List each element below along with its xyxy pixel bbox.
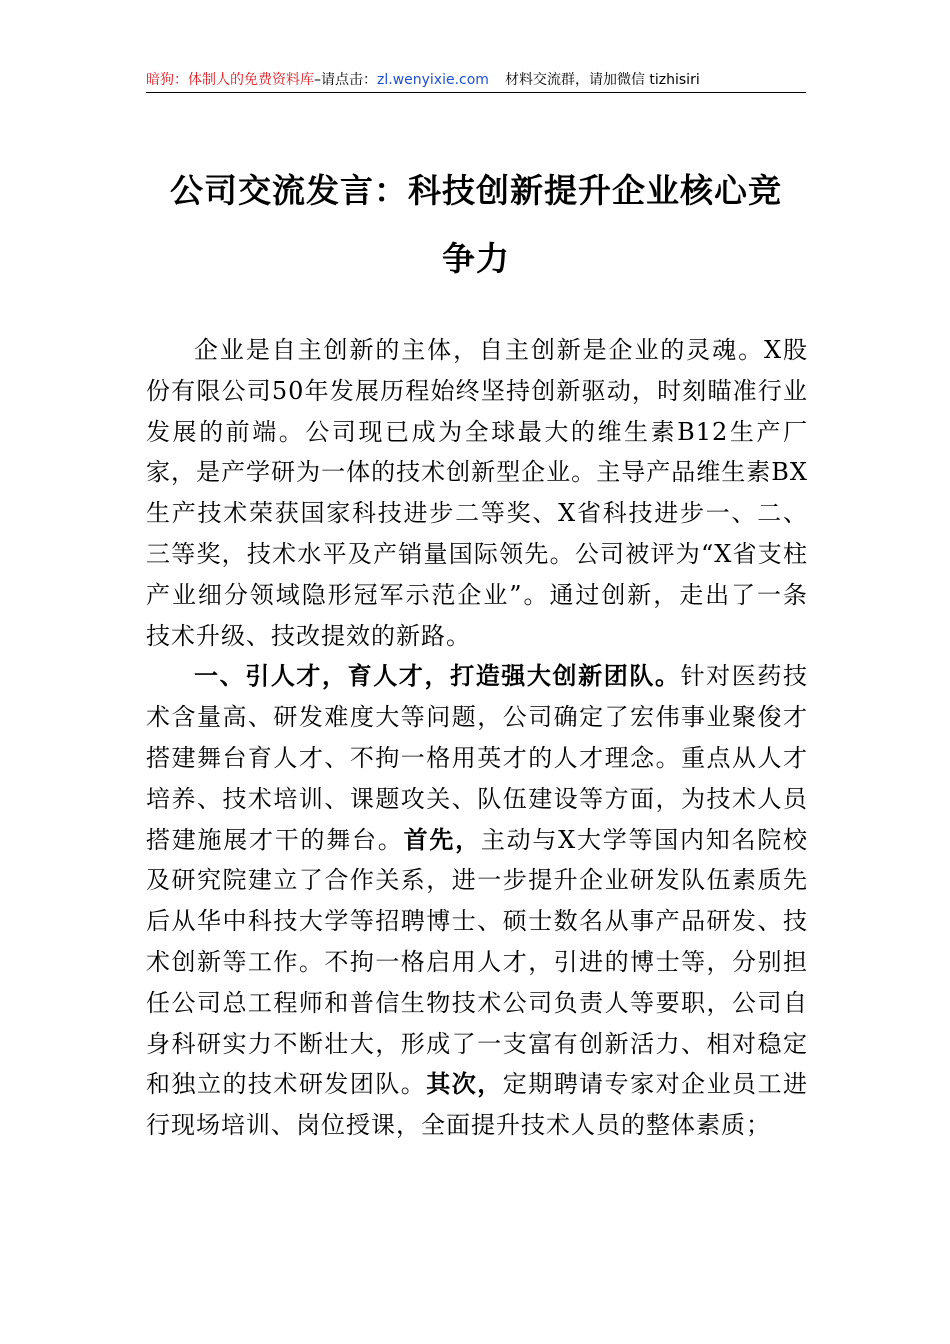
header-site-name: 暗狗：体制人的免费资料库: [146, 72, 314, 88]
document-title-line-2: 争力: [442, 239, 510, 278]
header-link[interactable]: zl.wenyixie.com: [377, 72, 489, 88]
header-click-prompt: –请点击：: [314, 72, 377, 88]
bold-second: 其次，: [426, 1070, 503, 1099]
section-text-2: 主动与X大学等国内知名院校及研究院建立了合作关系，进一步提升企业研发队伍素质先后从华中科技大学等招聘博士、硕士数名从事产品研发、技术创新等工作。不拘一格启用人才，引进的博士等，分别担任公司总工程师和普信生物技术公司负责人等要职，公司自身科研实力不断壮大，形成了一支富有创新活力、相对稳定和独立的技术研发团队。: [146, 825, 809, 1099]
document-title-line-1: 公司交流发言：科技创新提升企业核心竞: [170, 171, 782, 210]
paragraph-section-1: [146, 656, 808, 1146]
header-wechat-note: 材料交流群，请加微信 tizhisiri: [504, 72, 700, 88]
paragraph-intro: 企业是自主创新的主体，自主创新是企业的灵魂。X股份有限公司50年发展历程始终坚持创新驱动，时刻瞄准行业发展的前端。公司现已成为全球最大的维生素B12生产厂家，是产学研为一体的技术创新型企业。主导产品维生素BX生产技术荣获国家科技进步二等奖、X省科技进步一、二、三等奖，技术水平及产销量国际领先。公司被评为“X省支柱产业细分领域隐形冠军示范企业”。通过创新，走出了一条技术升级、技改提效的新路。: [146, 336, 808, 650]
document-body: [146, 330, 808, 1146]
page-header: [146, 70, 806, 93]
section-text-1: 针对医药技术含量高、研发难度大等问题，公司确定了宏伟事业聚俊才搭建舞台育人才、不拘一格用英才的人才理念。重点从人才培养、技术培训、课题攻关、队伍建设等方面，为技术人员搭建施展才干的舞台。: [146, 662, 809, 854]
section-heading: 一、引人才，育人才，打造强大创新团队。: [194, 662, 681, 691]
section-text-3: 定期聘请专家对企业员工进行现场培训、岗位授课，全面提升技术人员的整体素质；: [146, 1070, 809, 1140]
bold-first: 首先，: [403, 825, 481, 854]
